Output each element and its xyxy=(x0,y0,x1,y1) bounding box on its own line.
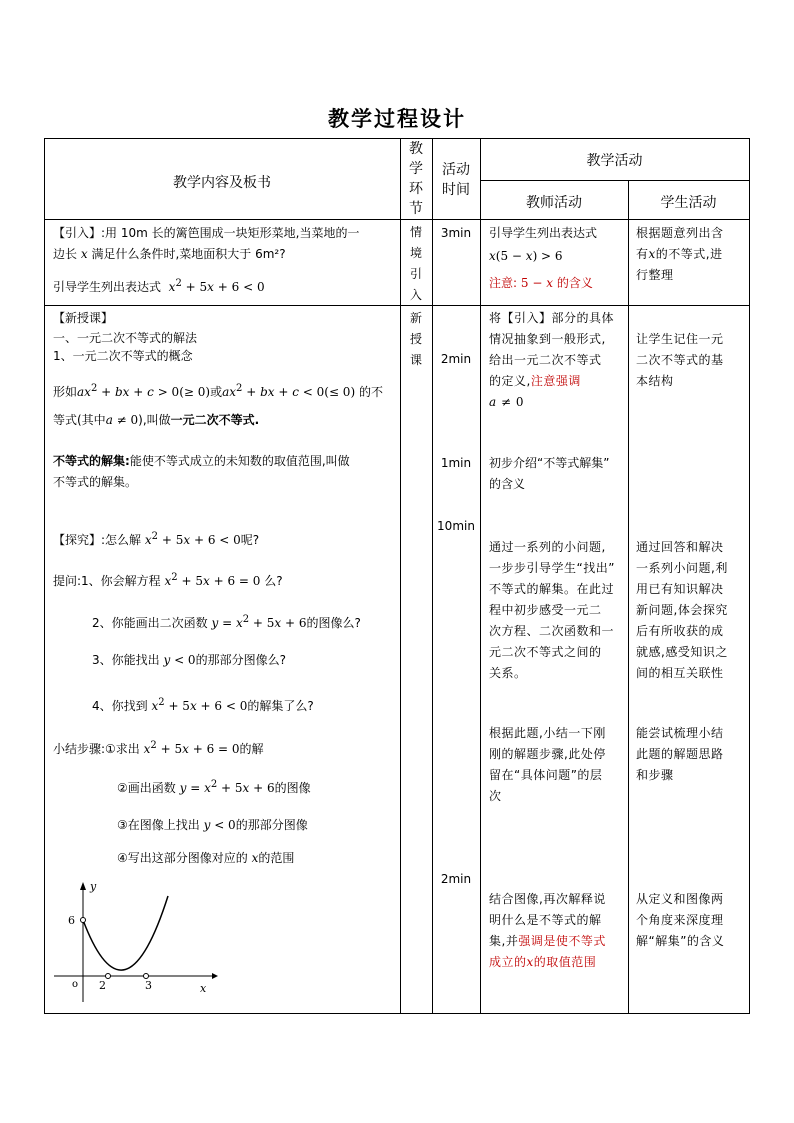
header-activity: 教学活动 xyxy=(586,153,643,169)
student-activity-3: 能尝试梳理小结 此题的解题思路 和步骤 xyxy=(636,726,724,782)
new-lesson-stage: 新 授 课 xyxy=(409,311,422,367)
root2-label: 3 xyxy=(145,979,152,992)
header-teacher: 教师活动 xyxy=(526,195,582,211)
summary-step-3: ③在图像上找出 y < 0的那部分图像 xyxy=(117,818,308,832)
definition: 形如$ax^2$ + bx + c > 0(≥ 0)或$ax^2$ + bx + c < 0(≤ 0) 的不 xyxy=(53,383,383,399)
parabola-curve xyxy=(83,896,168,970)
header-stage: 教 学 环 节 xyxy=(409,141,423,217)
time-1: 2min xyxy=(440,352,472,366)
intro-stage: 情 境 引 入 xyxy=(409,225,422,302)
page-title: 教学过程设计 xyxy=(328,107,466,131)
point-root-3 xyxy=(144,974,149,979)
parabola-graph xyxy=(50,876,220,1006)
time-2: 1min xyxy=(440,456,472,470)
teacher-activity-2: 初步介绍“不等式解集” 的含义 xyxy=(489,456,610,491)
intro-time: 3min xyxy=(440,226,472,240)
explore: 【探究】:怎么解 $x^2 + 5x + 6 < 0$呢? xyxy=(53,531,260,547)
question-4: 4、你找到 $x^2 + 5x + 6 < 0$的解集了么? xyxy=(92,697,314,713)
time-4: 2min xyxy=(440,872,472,886)
question-1: 提问:1、你会解方程 $x^2 + 5x + 6 = 0$ 么? xyxy=(53,572,283,588)
student-activity-1: 让学生记住一元 二次不等式的基 本结构 xyxy=(636,332,724,388)
header-content: 教学内容及板书 xyxy=(173,175,271,191)
x-axis-arrow xyxy=(212,973,218,979)
new-lesson-content: 【新授课】 一、一元二次不等式的解法 1、一元二次不等式的概念 xyxy=(53,311,198,363)
student-activity-4: 从定义和图像两 个角度来深度理 解“解集”的含义 xyxy=(636,892,725,948)
origin-label: o xyxy=(72,979,79,990)
intro-content: 【引入】:用 10m 长的篱笆围成一块矩形菜地,当菜地的一 边长 x 满足什么条件时,菜地面积大于 6m²? 引导学生列出表达式 $x^2 + 5x + 6 < 0$ xyxy=(53,226,360,294)
intro-teacher: 引导学生列出表达式 x(5 − x) > 6 注意: 5 − x 的含义 xyxy=(489,226,598,290)
header-time: 活动 时间 xyxy=(442,162,470,198)
question-2: 2、你能画出二次函数 $y = x^2 + 5x + 6$的图像么? xyxy=(92,614,361,630)
teacher-activity-5: 结合图像,再次解释说 明什么是不等式的解 集,并强调是使不等式 成立的x的取值范围 xyxy=(489,892,606,969)
solution-set-def: 不等式的解集:能使不等式成立的未知数的取值范围,叫做 不等式的解集。 xyxy=(53,454,350,489)
intro-student: 根据题意列出含 有x的不等式,进 行整理 xyxy=(636,226,724,282)
x-label: x xyxy=(200,982,207,995)
point-y-intercept xyxy=(81,918,86,923)
root1-label: 2 xyxy=(99,979,106,992)
time-3: 10min xyxy=(437,519,475,533)
teacher-activity-4: 根据此题,小结一下刚 刚的解题步骤,此处停 留在“具体问题”的层 次 xyxy=(489,726,606,803)
student-activity-2: 通过回答和解决 一系列小问题,利 用已有知识解决 新问题,体会探究 后有所收获的成 就感,感受知识之 间的相互关联性 xyxy=(636,540,728,680)
summary-step-1: 小结步骤:①求出 $x^2 + 5x + 6 = 0$的解 xyxy=(53,740,264,756)
summary-step-4: ④写出这部分图像对应的 x的范围 xyxy=(117,851,295,865)
y-label: y xyxy=(90,880,97,893)
header-student: 学生活动 xyxy=(660,195,717,211)
intercept-label: 6 xyxy=(68,914,75,927)
summary-step-2: ②画出函数 $y = x^2 + 5x + 6$的图像 xyxy=(117,779,311,795)
question-3: 3、你能找出 y < 0的那部分图像么? xyxy=(92,653,286,667)
definition-line2: 等式(其中a ≠ 0),叫做一元二次不等式. xyxy=(53,413,260,427)
teacher-activity-1: 将【引入】部分的具体 情况抽象到一般形式, 给出一元二次不等式 的定义,注意强调 a ≠ 0 xyxy=(489,311,615,409)
teacher-activity-3: 通过一系列的小问题, 一步步引导学生“找出” 不等式的解集。在此过 程中初步感受一元二 次方程、二次函数和一 元二次不等式之间的 关系。 xyxy=(489,540,615,680)
y-axis-arrow xyxy=(80,882,86,890)
point-root-2 xyxy=(106,974,111,979)
